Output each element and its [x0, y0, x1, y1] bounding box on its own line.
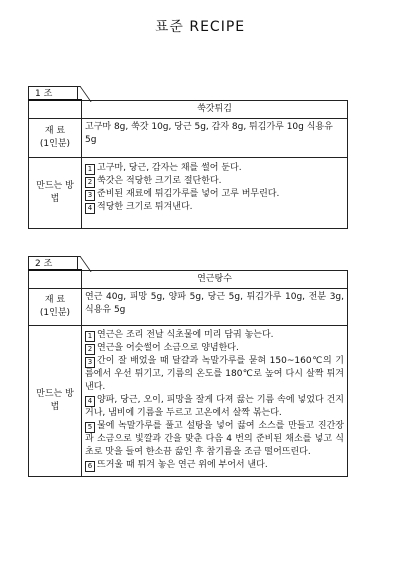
step-text: 연근은 조리 전날 식초물에 미리 담궈 놓는다. — [97, 329, 274, 340]
step-text: 양파, 당근, 오이, 피망을 잘게 다져 끓는 기름 속에 넣었다 건지거나, 냄비에 기름을 두르고 고온에서 살짝 볶는다. — [85, 394, 344, 418]
step-text: 간이 잘 배었을 때 달걀과 녹말가루를 묻혀 150~160℃의 기름에서 우선 튀기고, 기름의 온도를 180℃로 높여 다시 살짝 튀겨낸다. — [85, 355, 344, 392]
step-text: 고구마, 당근, 감자는 채를 썰어 둔다. — [97, 162, 242, 173]
step-item — [85, 201, 344, 214]
step-text: 연근을 어슷썰어 소금으로 양념한다. — [97, 342, 239, 353]
group-tab: 1 조 — [28, 86, 78, 100]
step-item — [85, 459, 344, 472]
step-text: 쑥갓은 적당한 크기로 절단한다. — [97, 175, 222, 186]
step-number: 3 — [85, 357, 95, 368]
step-number: 1 — [85, 331, 95, 342]
recipe-table-1 — [28, 99, 348, 229]
method-steps — [82, 325, 348, 476]
step-item — [85, 420, 344, 459]
step-item — [85, 175, 344, 188]
step-text: 뜨거울 때 튀겨 놓은 연근 위에 부어서 낸다. — [97, 459, 268, 470]
step-number: 5 — [85, 422, 95, 433]
step-number: 4 — [85, 396, 95, 407]
ingredients-label: 재 료 (1인분) — [29, 288, 82, 325]
method-label: 만드는 방법 — [29, 325, 82, 476]
method-label: 만드는 방법 — [29, 157, 82, 228]
recipe-table-2 — [28, 269, 348, 477]
step-number: 3 — [85, 190, 95, 201]
step-item — [85, 342, 344, 355]
step-number: 6 — [85, 461, 95, 472]
dish-name: 쑥갓튀김 — [82, 100, 348, 118]
step-text: 적당한 크기로 튀겨낸다. — [97, 201, 193, 212]
ingredients-text: 고구마 8g, 쑥갓 10g, 당근 5g, 감자 8g, 튀김가루 10g 식용유 5g — [82, 118, 348, 157]
step-number: 2 — [85, 344, 95, 355]
group-tab: 2 조 — [28, 256, 78, 270]
dish-name: 연근탕수 — [82, 270, 348, 288]
group-cell — [29, 100, 82, 118]
step-number: 2 — [85, 177, 95, 188]
step-item — [85, 355, 344, 394]
method-steps — [82, 157, 348, 228]
step-item — [85, 188, 344, 201]
step-item — [85, 394, 344, 420]
step-item — [85, 329, 344, 342]
page-title: 표준 RECIPE — [154, 19, 246, 35]
group-cell — [29, 270, 82, 288]
ingredients-label: 재 료 (1인분) — [29, 118, 82, 157]
step-item — [85, 162, 344, 175]
ingredients-text: 연근 40g, 피망 5g, 양파 5g, 당근 5g, 튀김가루 10g, 전분 3g, 식용유 5g — [82, 288, 348, 325]
step-number: 4 — [85, 203, 95, 214]
step-text: 준비된 재료에 튀김가루를 넣어 고루 버무린다. — [97, 188, 280, 199]
step-number: 1 — [85, 164, 95, 175]
step-text: 물에 녹말가루를 풀고 설탕을 넣어 끓여 소스를 만들고 진간장과 소금으로 빛깔과 간을 맞춘 다음 4 번의 준비된 채소를 넣고 식초로 맛을 들여 한소끔 끓인 후 참기름을 조금 떨어뜨린다. — [85, 420, 344, 457]
